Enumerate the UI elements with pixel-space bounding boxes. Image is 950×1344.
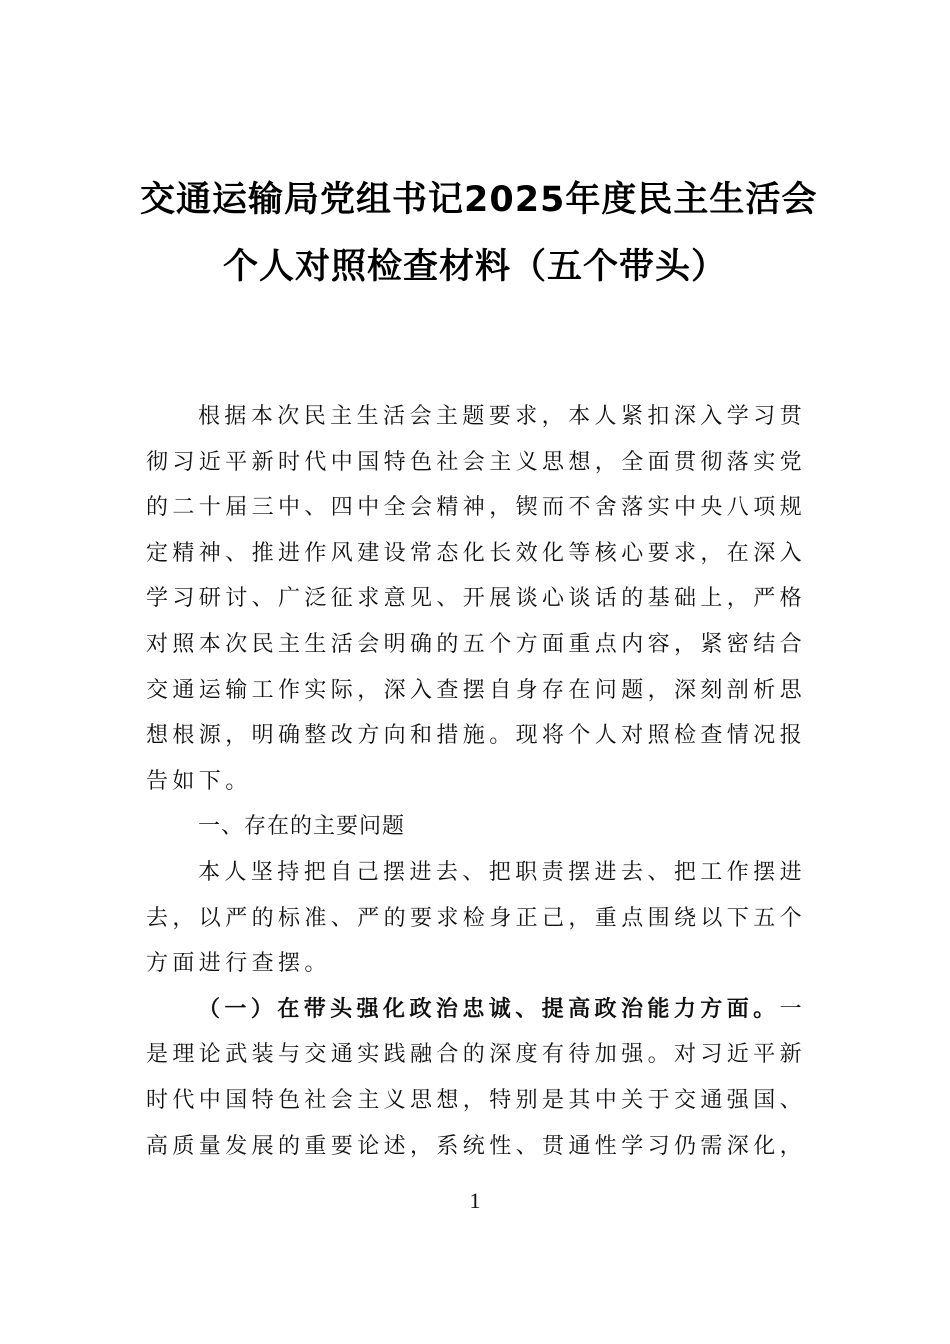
document-body	[146, 394, 806, 1169]
section-1-heading: 一、存在的主要问题	[198, 814, 406, 840]
intro-paragraph: 根据本次民主生活会主题要求，本人紧扣深入学习贯彻习近平新时代中国特色社会主义思想，全面贯彻落实党的二十届三中、四中全会精神，锲而不舍落实中央八项规定精神、推进作风建设常态化长效化等核心要求，在深入学习研讨、广泛征求意见、开展谈心谈话的基础上，严格对照本次民主生活会明确的五个方面重点内容，紧密结合交通运输工作实际，深入查摆自身存在问题，深刻剖析思想根源，明确整改方向和措施。现将个人对照检查情况报告如下。	[146, 404, 807, 794]
item-1-paragraph	[146, 987, 806, 1169]
document-title-line-1: 交通运输局党组书记2025年度民主生活会	[140, 180, 818, 220]
section-1-intro-paragraph: 本人坚持把自己摆进去、把职责摆进去、把工作摆进去，以严的标准、严的要求检身正己，重点围绕以下五个方面进行查摆。	[146, 859, 807, 977]
item-1-text: 一是理论武装与交通实践融合的深度有待加强。对习近平新时代中国特色社会主义思想，特别是其中关于交通强国、高质量发展的重要论述，系统性、贯通性学习仍需深化，	[146, 996, 807, 1159]
item-1-heading: （一）在带头强化政治忠诚、提高政治能力方面。	[198, 995, 780, 1022]
document-title-line-2: 个人对照检查材料（五个带头）	[222, 247, 727, 287]
page-number: 1	[469, 1188, 481, 1213]
